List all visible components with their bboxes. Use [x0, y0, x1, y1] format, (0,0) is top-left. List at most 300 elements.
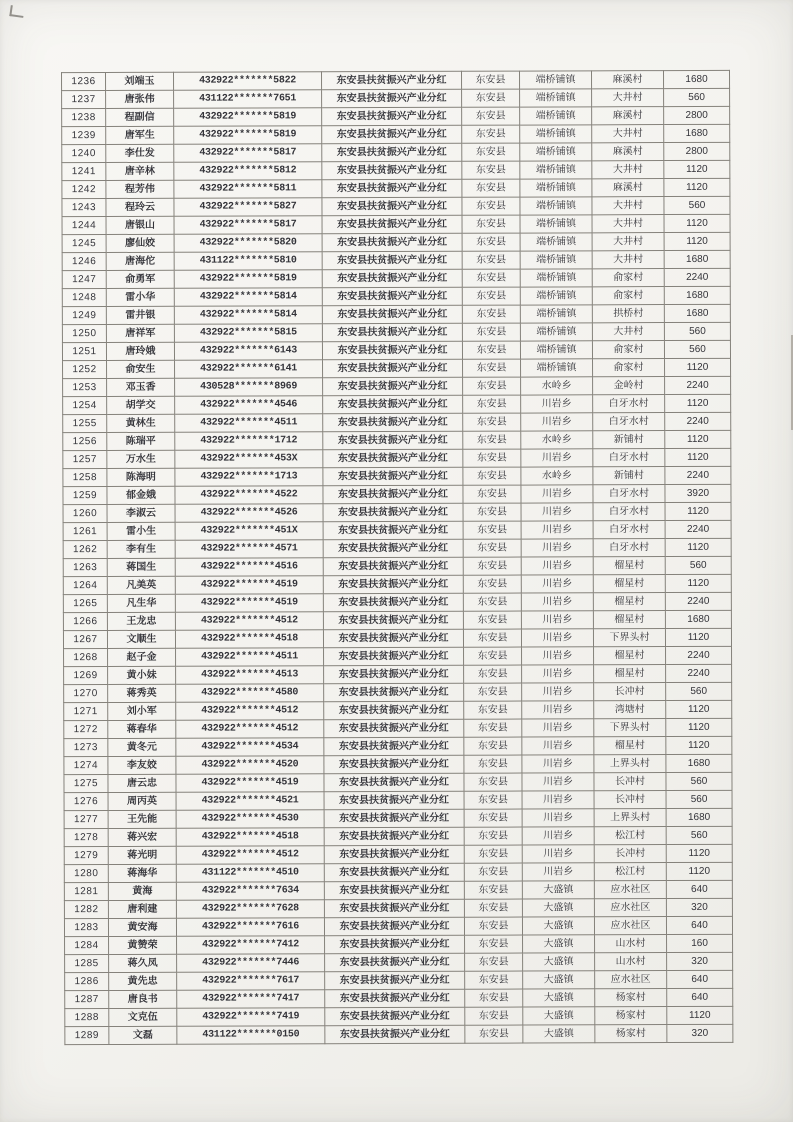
- cell-serial-number: 1236: [62, 73, 106, 91]
- cell-town: 川岩乡: [521, 611, 593, 629]
- cell-county: 东安县: [463, 359, 521, 377]
- cell-id-number-masked: 432922*******4512: [176, 846, 324, 865]
- cell-amount: 1120: [666, 736, 732, 754]
- cell-person-name: 雷小生: [107, 522, 175, 540]
- cell-town: 川岩乡: [521, 629, 593, 647]
- cell-serial-number: 1240: [62, 145, 106, 163]
- cell-amount: 1120: [665, 574, 731, 592]
- cell-town: 端桥铺镇: [520, 161, 592, 179]
- cell-town: 川岩乡: [521, 449, 593, 467]
- table-row: [65, 988, 733, 1008]
- table-row: [64, 844, 732, 864]
- cell-amount: 1120: [666, 718, 732, 736]
- cell-village: 榴星村: [593, 593, 665, 611]
- table-row: [65, 1006, 733, 1026]
- cell-amount: 160: [667, 934, 733, 952]
- cell-amount: 1120: [665, 394, 731, 412]
- cell-serial-number: 1258: [63, 469, 107, 487]
- cell-town: 端桥铺镇: [520, 215, 592, 233]
- cell-county: 东安县: [464, 719, 522, 737]
- cell-person-name: 陈瑞平: [107, 432, 175, 450]
- cell-program-name: 东安县扶贫振兴产业分红: [322, 323, 462, 341]
- cell-id-number-masked: 432922*******5819: [174, 270, 322, 289]
- cell-id-number-masked: 432922*******4512: [176, 702, 324, 721]
- table-row: [62, 142, 730, 162]
- cell-amount: 560: [664, 88, 730, 106]
- cell-town: 川岩乡: [522, 683, 594, 701]
- cell-program-name: 东安县扶贫振兴产业分红: [322, 341, 462, 359]
- table-row: [64, 718, 732, 738]
- cell-county: 东安县: [463, 449, 521, 467]
- cell-town: 川岩乡: [522, 845, 594, 863]
- table-row: [64, 700, 732, 720]
- cell-amount: 1680: [666, 808, 732, 826]
- cell-village: 榴星村: [594, 647, 666, 665]
- cell-id-number-masked: 432922*******6141: [175, 360, 323, 379]
- cell-village: 山水村: [595, 953, 667, 971]
- cell-program-name: 东安县扶贫振兴产业分红: [322, 215, 462, 233]
- cell-id-number-masked: 432922*******4519: [176, 774, 324, 793]
- cell-person-name: 蒋光明: [108, 846, 176, 864]
- cell-county: 东安县: [463, 539, 521, 557]
- cell-town: 大盛镇: [523, 1025, 595, 1043]
- cell-village: 俞家村: [592, 341, 664, 359]
- cell-serial-number: 1256: [63, 433, 107, 451]
- cell-serial-number: 1280: [64, 865, 108, 883]
- cell-amount: 560: [664, 196, 730, 214]
- cell-serial-number: 1266: [63, 613, 107, 631]
- cell-town: 端桥铺镇: [520, 323, 592, 341]
- cell-amount: 560: [666, 772, 732, 790]
- cell-amount: 2240: [664, 268, 730, 286]
- cell-person-name: 唐良书: [109, 990, 177, 1008]
- cell-county: 东安县: [464, 755, 522, 773]
- cell-town: 大盛镇: [523, 1007, 595, 1025]
- cell-program-name: 东安县扶贫振兴产业分红: [323, 431, 463, 449]
- cell-town: 水岭乡: [521, 377, 593, 395]
- cell-serial-number: 1247: [62, 271, 106, 289]
- cell-id-number-masked: 432922*******6143: [174, 342, 322, 361]
- cell-program-name: 东安县扶贫振兴产业分红: [323, 611, 463, 629]
- table-row: [62, 322, 730, 342]
- cell-person-name: 文克伍: [109, 1008, 177, 1026]
- cell-program-name: 东安县扶贫振兴产业分红: [322, 89, 462, 107]
- cell-village: 俞家村: [593, 359, 665, 377]
- table-row: [64, 736, 732, 756]
- cell-id-number-masked: 432922*******4518: [176, 828, 324, 847]
- cell-serial-number: 1282: [64, 901, 108, 919]
- cell-county: 东安县: [464, 683, 522, 701]
- table-row: [62, 250, 730, 270]
- cell-id-number-masked: 432922*******5820: [174, 234, 322, 253]
- table-row: [62, 124, 730, 144]
- cell-id-number-masked: 432922*******4520: [176, 756, 324, 775]
- cell-id-number-masked: 432922*******4519: [175, 576, 323, 595]
- cell-amount: 1120: [667, 1006, 733, 1024]
- cell-town: 端桥铺镇: [520, 89, 592, 107]
- cell-amount: 3920: [665, 484, 731, 502]
- cell-village: 大井村: [592, 197, 664, 215]
- table-row: [64, 772, 732, 792]
- cell-village: 长冲村: [594, 773, 666, 791]
- cell-town: 端桥铺镇: [520, 179, 592, 197]
- cell-id-number-masked: 432922*******4546: [175, 396, 323, 415]
- cell-program-name: 东安县扶贫振兴产业分红: [322, 161, 462, 179]
- cell-id-number-masked: 432922*******7412: [177, 936, 325, 955]
- cell-amount: 1120: [665, 628, 731, 646]
- cell-serial-number: 1253: [63, 379, 107, 397]
- cell-county: 东安县: [462, 323, 520, 341]
- cell-person-name: 黄海: [108, 882, 176, 900]
- cell-program-name: 东安县扶贫振兴产业分红: [324, 899, 464, 917]
- cell-person-name: 万水生: [107, 450, 175, 468]
- cell-serial-number: 1261: [63, 523, 107, 541]
- cell-person-name: 蒋国生: [107, 558, 175, 576]
- cell-person-name: 黄先忠: [109, 972, 177, 990]
- cell-town: 端桥铺镇: [520, 107, 592, 125]
- cell-amount: 640: [667, 988, 733, 1006]
- cell-village: 应水社区: [595, 971, 667, 989]
- cell-amount: 2800: [664, 106, 730, 124]
- cell-county: 东安县: [463, 629, 521, 647]
- cell-person-name: 程副信: [106, 108, 174, 126]
- cell-person-name: 凡美英: [107, 576, 175, 594]
- cell-id-number-masked: 432922*******4511: [175, 414, 323, 433]
- table-row: [62, 304, 730, 324]
- cell-person-name: 黄冬元: [108, 738, 176, 756]
- cell-town: 端桥铺镇: [520, 125, 592, 143]
- cell-town: 端桥铺镇: [520, 251, 592, 269]
- cell-serial-number: 1284: [65, 937, 109, 955]
- cell-person-name: 李仕发: [106, 144, 174, 162]
- cell-person-name: 蒋海华: [108, 864, 176, 882]
- cell-program-name: 东安县扶贫振兴产业分红: [324, 773, 464, 791]
- cell-program-name: 东安县扶贫振兴产业分红: [322, 179, 462, 197]
- cell-town: 端桥铺镇: [520, 197, 592, 215]
- cell-id-number-masked: 432922*******5827: [174, 198, 322, 217]
- cell-amount: 2240: [665, 412, 731, 430]
- cell-id-number-masked: 430528*******8969: [175, 378, 323, 397]
- cell-town: 端桥铺镇: [520, 341, 592, 359]
- cell-person-name: 胡学交: [107, 396, 175, 414]
- cell-town: 端桥铺镇: [520, 269, 592, 287]
- cell-program-name: 东安县扶贫振兴产业分红: [324, 737, 464, 755]
- cell-person-name: 蒋兴宏: [108, 828, 176, 846]
- cell-id-number-masked: 432922*******4519: [175, 594, 323, 613]
- table-row: [63, 358, 731, 378]
- cell-person-name: 凡生华: [107, 594, 175, 612]
- cell-amount: 2240: [666, 646, 732, 664]
- table-row: [65, 934, 733, 954]
- table-row: [64, 646, 732, 666]
- table-row: [62, 160, 730, 180]
- cell-program-name: 东安县扶贫振兴产业分红: [324, 755, 464, 773]
- cell-person-name: 黄赞荣: [109, 936, 177, 954]
- cell-serial-number: 1275: [64, 775, 108, 793]
- cell-serial-number: 1265: [63, 595, 107, 613]
- table-row: [62, 268, 730, 288]
- cell-program-name: 东安县扶贫振兴产业分红: [324, 863, 464, 881]
- cell-county: 东安县: [465, 935, 523, 953]
- cell-town: 川岩乡: [522, 809, 594, 827]
- table-row: [62, 232, 730, 252]
- cell-serial-number: 1264: [63, 577, 107, 595]
- cell-serial-number: 1241: [62, 163, 106, 181]
- cell-person-name: 俞勇军: [106, 270, 174, 288]
- cell-county: 东安县: [462, 269, 520, 287]
- subsidy-distribution-table: [61, 70, 733, 1045]
- table-row: [62, 178, 730, 198]
- cell-amount: 1120: [665, 430, 731, 448]
- cell-program-name: 东安县扶贫振兴产业分红: [322, 287, 462, 305]
- table-row: [63, 484, 731, 504]
- cell-program-name: 东安县扶贫振兴产业分红: [323, 539, 463, 557]
- cell-program-name: 东安县扶贫振兴产业分红: [322, 197, 462, 215]
- cell-id-number-masked: 432922*******7419: [177, 1008, 325, 1027]
- cell-amount: 1120: [665, 358, 731, 376]
- cell-amount: 1680: [664, 286, 730, 304]
- cell-village: 大井村: [592, 161, 664, 179]
- cell-person-name: 蒋秀英: [108, 684, 176, 702]
- cell-serial-number: 1238: [62, 109, 106, 127]
- cell-person-name: 唐云忠: [108, 774, 176, 792]
- cell-county: 东安县: [464, 863, 522, 881]
- table-row: [63, 574, 731, 594]
- cell-person-name: 唐辛林: [106, 162, 174, 180]
- cell-village: 大井村: [592, 215, 664, 233]
- cell-id-number-masked: 432922*******5814: [174, 306, 322, 325]
- cell-program-name: 东安县扶贫振兴产业分红: [322, 305, 462, 323]
- cell-program-name: 东安县扶贫振兴产业分红: [325, 1007, 465, 1025]
- cell-amount: 1680: [666, 754, 732, 772]
- cell-amount: 1120: [665, 538, 731, 556]
- cell-village: 麻溪村: [592, 179, 664, 197]
- cell-village: 榴星村: [593, 611, 665, 629]
- cell-county: 东安县: [464, 809, 522, 827]
- cell-town: 大盛镇: [523, 971, 595, 989]
- cell-amount: 2240: [665, 520, 731, 538]
- cell-program-name: 东安县扶贫振兴产业分红: [324, 791, 464, 809]
- table-row: [64, 808, 732, 828]
- cell-serial-number: 1263: [63, 559, 107, 577]
- cell-serial-number: 1268: [64, 649, 108, 667]
- cell-person-name: 唐张伟: [106, 90, 174, 108]
- cell-village: 白牙水村: [593, 521, 665, 539]
- cell-county: 东安县: [462, 71, 520, 89]
- cell-person-name: 廖仙姣: [106, 234, 174, 252]
- cell-id-number-masked: 432922*******1712: [175, 432, 323, 451]
- cell-amount: 640: [666, 880, 732, 898]
- cell-town: 端桥铺镇: [520, 287, 592, 305]
- cell-person-name: 唐祥军: [106, 324, 174, 342]
- cell-village: 拱桥村: [592, 305, 664, 323]
- cell-village: 大井村: [592, 251, 664, 269]
- cell-county: 东安县: [464, 827, 522, 845]
- cell-id-number-masked: 432922*******5811: [174, 180, 322, 199]
- cell-village: 白牙水村: [593, 449, 665, 467]
- cell-county: 东安县: [463, 377, 521, 395]
- cell-person-name: 李淑云: [107, 504, 175, 522]
- cell-program-name: 东安县扶贫振兴产业分红: [324, 719, 464, 737]
- cell-program-name: 东安县扶贫振兴产业分红: [323, 575, 463, 593]
- cell-town: 川岩乡: [521, 557, 593, 575]
- cell-id-number-masked: 432922*******5815: [174, 324, 322, 343]
- table-row: [62, 286, 730, 306]
- cell-village: 大井村: [592, 323, 664, 341]
- table-row: [62, 340, 730, 360]
- cell-amount: 320: [666, 898, 732, 916]
- cell-village: 长冲村: [594, 845, 666, 863]
- cell-village: 长冲村: [594, 683, 666, 701]
- cell-id-number-masked: 432922*******7628: [176, 900, 324, 919]
- cell-county: 东安县: [463, 611, 521, 629]
- cell-program-name: 东安县扶贫振兴产业分红: [323, 557, 463, 575]
- cell-program-name: 东安县扶贫振兴产业分红: [323, 449, 463, 467]
- table-row: [64, 790, 732, 810]
- cell-id-number-masked: 432922*******5817: [174, 216, 322, 235]
- cell-county: 东安县: [462, 89, 520, 107]
- cell-person-name: 唐银山: [106, 216, 174, 234]
- cell-serial-number: 1259: [63, 487, 107, 505]
- table-row: [63, 502, 731, 522]
- cell-town: 水岭乡: [521, 431, 593, 449]
- cell-program-name: 东安县扶贫振兴产业分红: [324, 917, 464, 935]
- cell-town: 川岩乡: [522, 701, 594, 719]
- cell-program-name: 东安县扶贫振兴产业分红: [324, 845, 464, 863]
- cell-town: 川岩乡: [521, 521, 593, 539]
- cell-village: 白牙水村: [593, 503, 665, 521]
- cell-county: 东安县: [464, 881, 522, 899]
- cell-county: 东安县: [464, 737, 522, 755]
- cell-id-number-masked: 432922*******5812: [174, 162, 322, 181]
- cell-serial-number: 1283: [64, 919, 108, 937]
- cell-id-number-masked: 432922*******4534: [176, 738, 324, 757]
- cell-person-name: 刘小军: [108, 702, 176, 720]
- cell-county: 东安县: [463, 395, 521, 413]
- cell-amount: 560: [665, 556, 731, 574]
- cell-serial-number: 1288: [65, 1009, 109, 1027]
- cell-serial-number: 1242: [62, 181, 106, 199]
- cell-village: 榴星村: [593, 557, 665, 575]
- cell-county: 东安县: [463, 431, 521, 449]
- cell-village: 松江村: [594, 863, 666, 881]
- cell-person-name: 雷小华: [106, 288, 174, 306]
- cell-serial-number: 1269: [64, 667, 108, 685]
- cell-serial-number: 1286: [65, 973, 109, 991]
- cell-town: 端桥铺镇: [520, 143, 592, 161]
- table-row: [65, 1024, 733, 1044]
- cell-serial-number: 1270: [64, 685, 108, 703]
- cell-town: 大盛镇: [522, 899, 594, 917]
- cell-county: 东安县: [462, 305, 520, 323]
- cell-program-name: 东安县扶贫振兴产业分红: [323, 593, 463, 611]
- cell-village: 榴星村: [594, 665, 666, 683]
- cell-serial-number: 1285: [65, 955, 109, 973]
- table-row: [63, 538, 731, 558]
- cell-amount: 640: [667, 970, 733, 988]
- cell-county: 东安县: [463, 503, 521, 521]
- cell-amount: 560: [666, 682, 732, 700]
- cell-village: 金岭村: [593, 377, 665, 395]
- cell-serial-number: 1246: [62, 253, 106, 271]
- cell-village: 山水村: [595, 935, 667, 953]
- cell-program-name: 东安县扶贫振兴产业分红: [325, 935, 465, 953]
- cell-serial-number: 1276: [64, 793, 108, 811]
- cell-village: 白牙水村: [593, 395, 665, 413]
- cell-id-number-masked: 432922*******5819: [174, 126, 322, 145]
- cell-town: 大盛镇: [522, 881, 594, 899]
- cell-town: 川岩乡: [522, 827, 594, 845]
- table-row: [63, 448, 731, 468]
- cell-serial-number: 1274: [64, 757, 108, 775]
- cell-county: 东安县: [462, 143, 520, 161]
- cell-program-name: 东安县扶贫振兴产业分红: [322, 233, 462, 251]
- cell-amount: 1680: [664, 124, 730, 142]
- cell-serial-number: 1251: [62, 343, 106, 361]
- cell-id-number-masked: 432922*******7417: [177, 990, 325, 1009]
- cell-town: 川岩乡: [521, 395, 593, 413]
- cell-id-number-masked: 432922*******4518: [175, 630, 323, 649]
- cell-serial-number: 1257: [63, 451, 107, 469]
- cell-county: 东安县: [462, 125, 520, 143]
- cell-id-number-masked: 432922*******5822: [174, 72, 322, 91]
- cell-id-number-masked: 432922*******4511: [176, 648, 324, 667]
- cell-town: 川岩乡: [521, 413, 593, 431]
- table-row: [62, 196, 730, 216]
- cell-program-name: 东安县扶贫振兴产业分红: [323, 503, 463, 521]
- cell-id-number-masked: 432922*******4512: [176, 720, 324, 739]
- cell-county: 东安县: [465, 1025, 523, 1043]
- table-row: [64, 880, 732, 900]
- cell-county: 东安县: [462, 233, 520, 251]
- cell-village: 新铺村: [593, 431, 665, 449]
- cell-village: 上界头村: [594, 755, 666, 773]
- cell-amount: 320: [667, 1024, 733, 1042]
- cell-town: 川岩乡: [521, 575, 593, 593]
- cell-town: 川岩乡: [521, 503, 593, 521]
- cell-person-name: 黄小妹: [108, 666, 176, 684]
- cell-village: 长冲村: [594, 791, 666, 809]
- cell-program-name: 东安县扶贫振兴产业分红: [324, 665, 464, 683]
- cell-amount: 1120: [665, 502, 731, 520]
- cell-amount: 2240: [665, 376, 731, 394]
- cell-village: 应水社区: [594, 917, 666, 935]
- cell-county: 东安县: [463, 557, 521, 575]
- cell-county: 东安县: [462, 215, 520, 233]
- cell-town: 端桥铺镇: [521, 359, 593, 377]
- cell-id-number-masked: 432922*******4530: [176, 810, 324, 829]
- cell-town: 川岩乡: [522, 647, 594, 665]
- cell-amount: 1120: [666, 700, 732, 718]
- cell-person-name: 黄林生: [107, 414, 175, 432]
- cell-amount: 2800: [664, 142, 730, 160]
- cell-serial-number: 1243: [62, 199, 106, 217]
- cell-county: 东安县: [463, 413, 521, 431]
- cell-serial-number: 1239: [62, 127, 106, 145]
- cell-county: 东安县: [462, 161, 520, 179]
- cell-person-name: 王龙忠: [107, 612, 175, 630]
- cell-amount: 2240: [665, 592, 731, 610]
- cell-town: 大盛镇: [523, 953, 595, 971]
- cell-person-name: 唐利建: [108, 900, 176, 918]
- cell-county: 东安县: [462, 341, 520, 359]
- cell-id-number-masked: 432922*******4522: [175, 486, 323, 505]
- cell-village: 白牙水村: [593, 485, 665, 503]
- cell-program-name: 东安县扶贫振兴产业分红: [323, 485, 463, 503]
- cell-town: 大盛镇: [523, 989, 595, 1007]
- cell-id-number-masked: 432922*******1713: [175, 468, 323, 487]
- cell-id-number-masked: 432922*******4571: [175, 540, 323, 559]
